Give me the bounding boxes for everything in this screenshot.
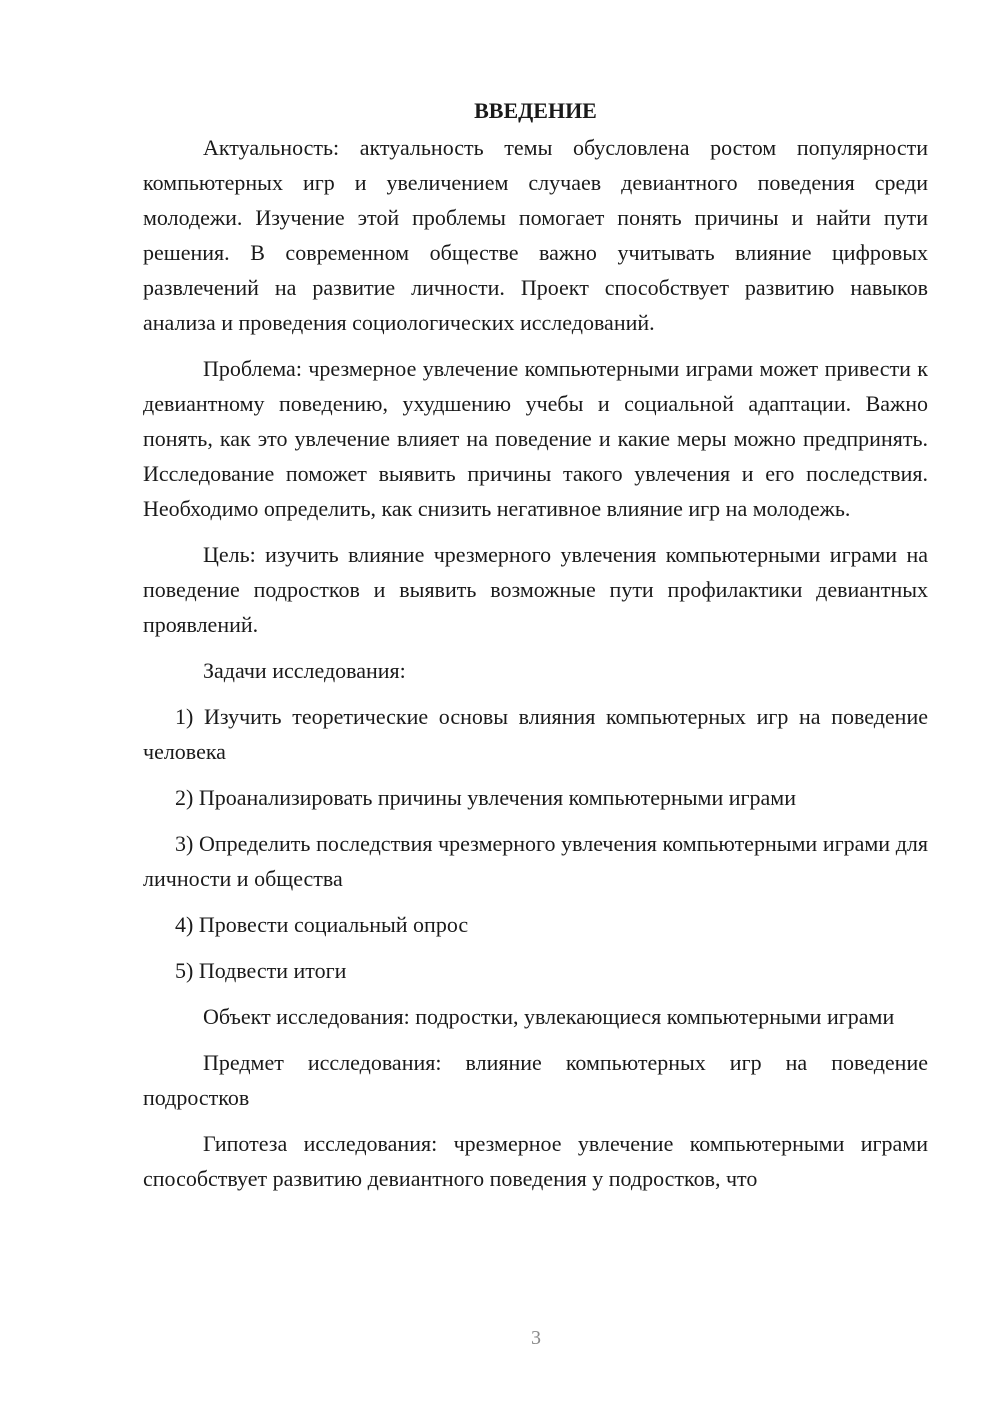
paragraph-tasks-heading: Задачи исследования:: [203, 658, 406, 683]
task-item-1: 1) Изучить теоретические основы влияния компьютерных игр на поведение человека: [143, 704, 928, 764]
page-number: 3: [531, 1327, 541, 1349]
task-item-2: 2) Проанализировать причины увлечения компьютерными играми: [175, 785, 797, 810]
paragraph-goal: Цель: изучить влияние чрезмерного увлечения компьютерными играми на поведение подростков и выявить возможные пути профилактики девиантных проявлений.: [143, 542, 928, 637]
paragraph-problem: Проблема: чрезмерное увлечение компьютерными играми может привести к девиантному поведению, ухудшению учебы и социальной адаптации. Важно понять, как это увлечение влияет на поведение и какие меры можно предпринять. Исследование поможет выявить причины такого увлечения и его последствия. Необходимо определить, как снизить негативное влияние игр на молодежь.: [143, 356, 928, 521]
document-page: [143, 96, 928, 1207]
task-item-3: 3) Определить последствия чрезмерного увлечения компьютерными играми для личности и общества: [143, 831, 928, 891]
task-item-4: 4) Провести социальный опрос: [175, 912, 469, 937]
paragraph-object: Объект исследования: подростки, увлекающиеся компьютерными играми: [203, 1004, 895, 1029]
paragraph-relevance: Актуальность: актуальность темы обусловлена ростом популярности компьютерных игр и увеличением случаев девиантного поведения среди молодежи. Изучение этой проблемы помогает понять причины и найти пути решения. В современном обществе важно учитывать влияние цифровых развлечений на развитие личности. Проект способствует развитию навыков анализа и проведения социологических исследований.: [143, 135, 928, 335]
task-item-5: 5) Подвести итоги: [175, 958, 347, 983]
page-title: ВВЕДЕНИЕ: [474, 98, 597, 123]
paragraph-hypothesis: Гипотеза исследования: чрезмерное увлечение компьютерными играми способствует развитию девиантного поведения у подростков, что: [143, 1131, 928, 1191]
paragraph-subject: Предмет исследования: влияние компьютерных игр на поведение подростков: [143, 1050, 928, 1110]
